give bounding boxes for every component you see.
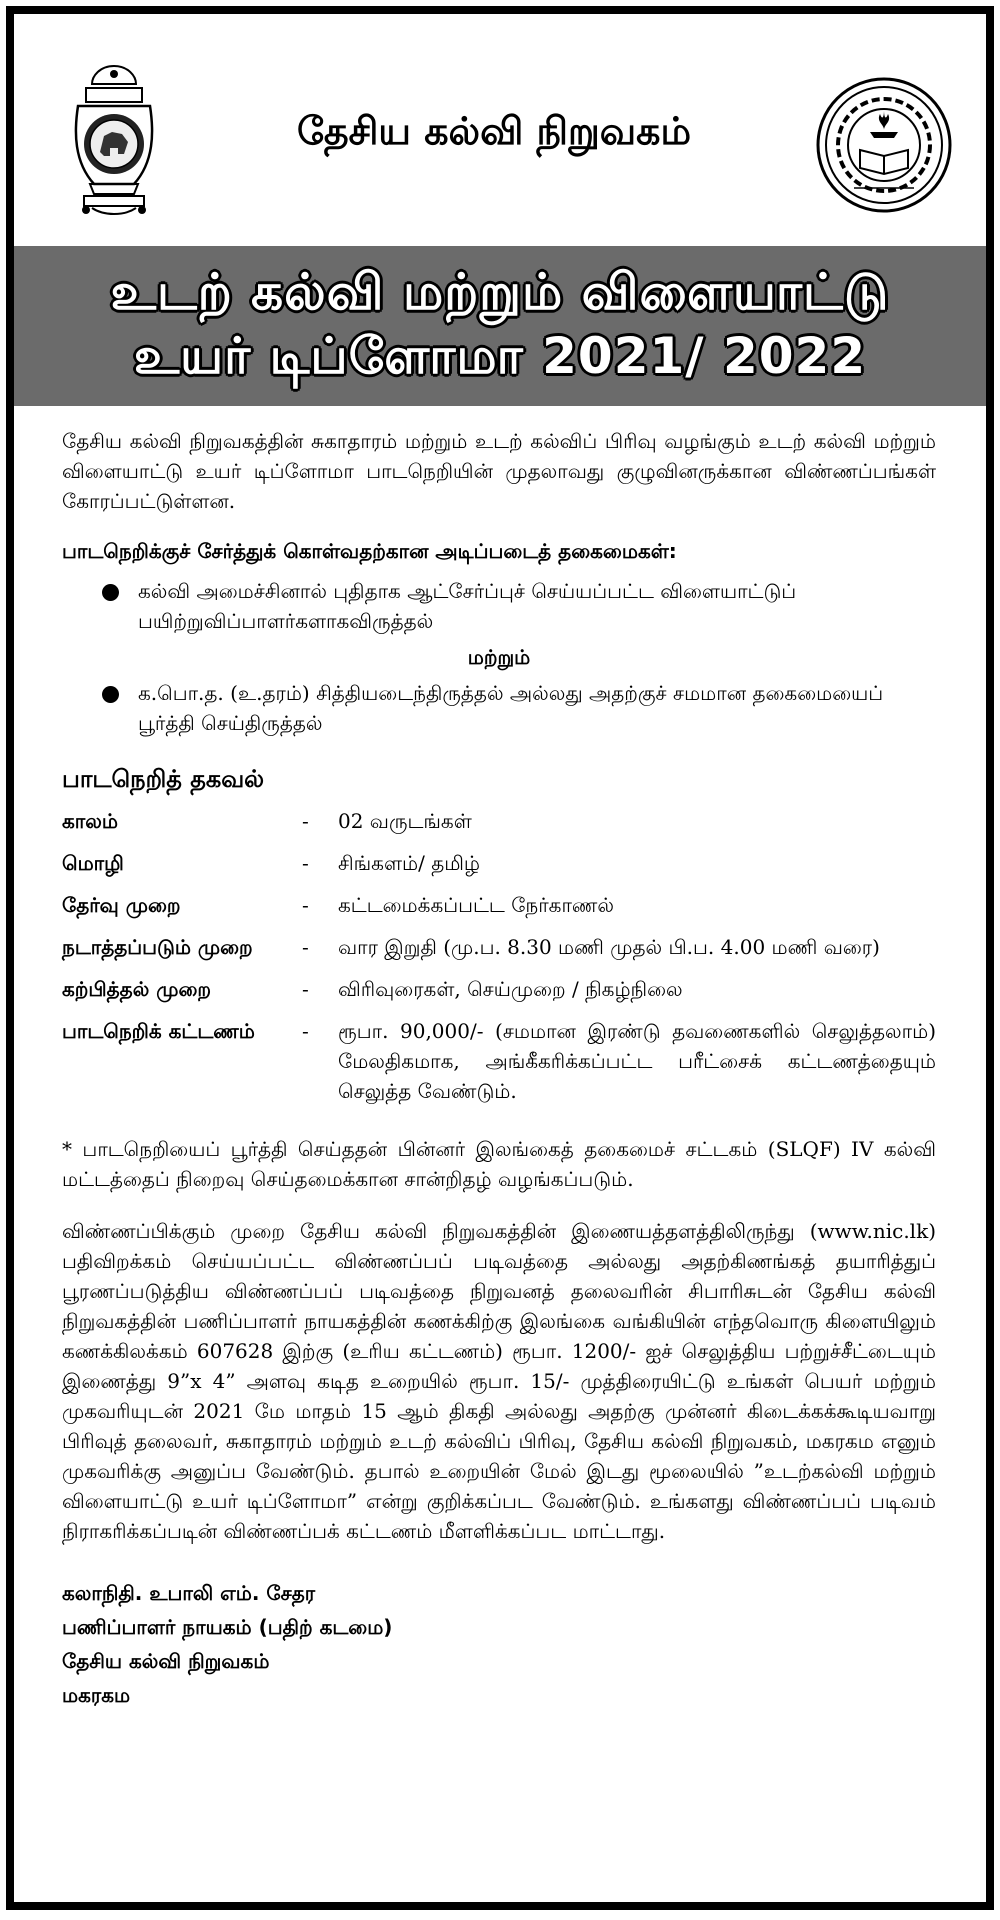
- info-label: தேர்வு முறை: [62, 893, 181, 917]
- signatory-name: கலாநிதி. உபாலி எம். சேதர: [62, 1581, 316, 1605]
- info-separator: -: [302, 977, 309, 1001]
- info-value: ரூபா. 90,000/- (சமமான இரண்டு தவணைகளில் செலுத்தலாம்) மேலதிகமாக, அங்கீகரிக்கப்பட்ட பரீட்சைக் கட்டணத்தையும் செலுத்த வேண்டும்.: [338, 1019, 936, 1103]
- info-value: 02 வருடங்கள்: [338, 809, 472, 833]
- info-value: கட்டமைக்கப்பட்ட நேர்காணல்: [338, 893, 614, 917]
- organization-title: தேசிய கல்வி நிறுவகம்: [296, 109, 692, 153]
- course-info-heading: பாடநெறித் தகவல்: [62, 765, 265, 793]
- info-label: கற்பித்தல் முறை: [62, 977, 212, 1001]
- nie-seal-icon: [814, 70, 954, 220]
- info-label: பாடநெறிக் கட்டணம்: [62, 1019, 255, 1043]
- slqf-note: * பாடநெறியைப் பூர்த்தி செய்ததன் பின்னர் இலங்கைத் தகைமைச் சட்டகம் (SLQF) IV கல்வி மட்டத்தைப் நிறைவு செய்தமைக்கான சான்றிதழ் வழங்கப்படும்.: [62, 1137, 936, 1191]
- eligibility-heading: பாடநெறிக்குச் சேர்த்துக் கொள்வதற்கான அடிப்படைத் தகைமைகள்:: [62, 539, 677, 563]
- header: [14, 14, 986, 246]
- info-separator: -: [302, 809, 309, 833]
- info-separator: -: [302, 1019, 309, 1043]
- advertisement-frame: [6, 6, 994, 1910]
- info-label: நடாத்தப்படும் முறை: [62, 935, 253, 959]
- signature-block: [62, 1576, 936, 1712]
- info-value: வார இறுதி (மு.ப. 8.30 மணி முதல் பி.ப. 4.00 மணி வரை): [338, 935, 880, 959]
- bullet-icon: [102, 686, 119, 703]
- eligibility-item-text: க.பொ.த. (உ.தரம்) சித்தியடைந்திருத்தல் அல்லது அதற்குச் சமமான தகைமையைப் பூர்த்தி செய்திருத்தல்: [138, 681, 884, 735]
- info-separator: -: [302, 851, 309, 875]
- info-row-fee: [62, 1016, 936, 1106]
- info-value: சிங்களம்/ தமிழ்: [338, 851, 481, 875]
- info-row-conducted: [62, 932, 936, 962]
- info-separator: -: [302, 935, 309, 959]
- intro-paragraph: தேசிய கல்வி நிறுவகத்தின் சுகாதாரம் மற்றும் உடற் கல்விப் பிரிவு வழங்கும் உடற் கல்வி மற்றும் விளையாட்டு உயர் டிப்ளோமா பாடநெறியின் முதலாவது குழுவினருக்கான விண்ணப்பங்கள் கோரப்பட்டுள்ளன.: [62, 429, 936, 513]
- eligibility-item-1: [62, 576, 936, 636]
- signatory-place: மகரகம: [62, 1683, 131, 1707]
- banner-title-line-2: உயர் டிப்ளோமா 2021/ 2022: [133, 327, 867, 385]
- main-content: [62, 426, 936, 1712]
- application-paragraph: விண்ணப்பிக்கும் முறை தேசிய கல்வி நிறுவகத்தின் இணையத்தளத்திலிருந்து (www.nic.lk) பதிவிறக்கம் செய்யப்பட்ட விண்ணப்பப் படிவத்தை அல்லது அதற்கிணங்கத் தயாரித்துப் பூரணப்படுத்திய விண்ணப்பப் படிவத்தை நிறுவனத் தலைவரின் சிபாரிசுடன் தேசிய கல்வி நிறுவகத்தின் பணிப்பாளர் நாயகத்தின் கணக்கிற்கு இலங்கை வங்கியின் எந்தவொரு கிளையிலும் கணக்கிலக்கம் 607628 இற்கு (உரிய கட்டணம்) ரூபா. 1200/- ஐச் செலுத்திய பற்றுச்சீட்டையும் இணைத்து 9”x 4” அளவு கடித உறையில் ரூபா. 15/- முத்திரையிட்டு உங்கள் பெயர் மற்றும் முகவரியுடன் 2021 மே மாதம் 15 ஆம் திகதி அல்லது அதற்கு முன்னர் கிடைக்கக்கூடியவாறு பிரிவுத் தலைவர், சுகாதாரம் மற்றும் உடற் கல்விப் பிரிவு, தேசிய கல்வி நிறுவகம், மகரகம எனும் முகவரிக்கு அனுப்ப வேண்டும். தபால் உறையின் மேல் இடது மூலையில் ”உடற்கல்வி மற்றும் விளையாட்டு உயர் டிப்ளோமா” என்று குறிக்கப்பட வேண்டும். உங்களது விண்ணப்பப் படிவம் நிராகரிக்கப்படின் விண்ணப்பக் கட்டணம் மீளளிக்கப்பட மாட்டாது.: [62, 1219, 936, 1543]
- and-connector: மற்றும்: [467, 645, 531, 669]
- info-row-language: [62, 848, 936, 878]
- sri-lanka-emblem-icon: [64, 62, 164, 220]
- bullet-icon: [102, 584, 119, 601]
- info-label: காலம்: [62, 809, 118, 833]
- signatory-title: பணிப்பாளர் நாயகம் (பதிற் கடமை): [62, 1615, 393, 1639]
- eligibility-item-text: கல்வி அமைச்சினால் புதிதாக ஆட்சேர்ப்புச் செய்யப்பட்ட விளையாட்டுப் பயிற்றுவிப்பாளர்களாகவிருத்தல்: [138, 579, 797, 633]
- signatory-organization: தேசிய கல்வி நிறுவகம்: [62, 1649, 270, 1673]
- info-row-selection: [62, 890, 936, 920]
- info-row-teaching: [62, 974, 936, 1004]
- course-title-banner: [14, 246, 986, 406]
- info-value: விரிவுரைகள், செய்முறை / நிகழ்நிலை: [338, 977, 683, 1001]
- banner-title-line-1: உடற் கல்வி மற்றும் விளையாட்டு: [110, 263, 890, 321]
- info-label: மொழி: [62, 851, 124, 875]
- info-row-duration: [62, 806, 936, 836]
- info-separator: -: [302, 893, 309, 917]
- eligibility-item-2: [62, 678, 936, 738]
